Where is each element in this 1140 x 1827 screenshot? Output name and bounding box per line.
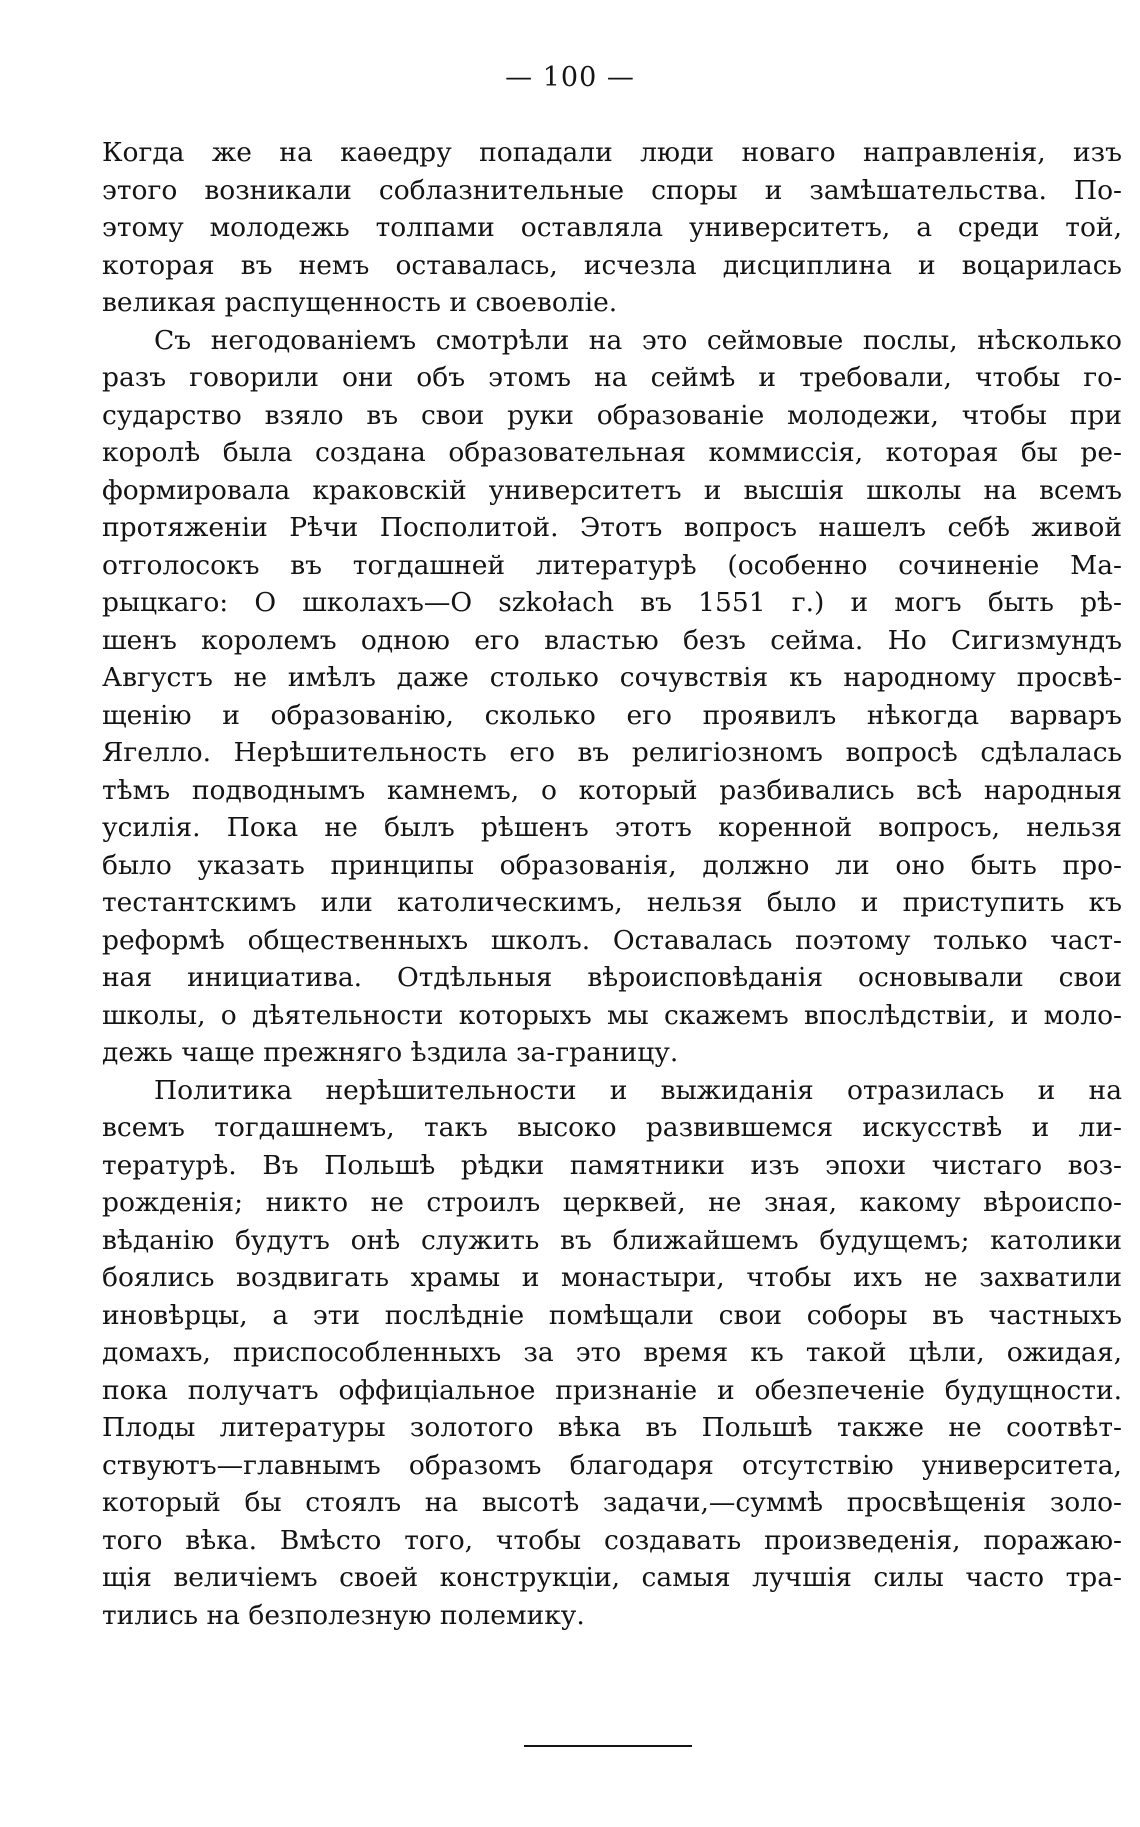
- text-line: было указать принципы образованія, должно ли оно быть про-: [102, 849, 1122, 881]
- text-line: Политика нерѣшительности и выжиданія отразилась и на: [154, 1074, 1122, 1106]
- text-line: Августъ не имѣлъ даже столько сочувствія къ народному просвѣ-: [102, 662, 1122, 693]
- text-line: ная инициатива. Отдѣльныя вѣроисповѣданія основывали свои: [102, 962, 1122, 993]
- text-line: усилія. Пока не былъ рѣшенъ этотъ коренной вопросъ, нельзя: [102, 812, 1122, 843]
- text-line: рыцкаго: О школахъ—O szkołach въ 1551 г.) и могъ быть рѣ-: [102, 587, 1122, 618]
- text-line: разъ говорили они объ этомъ на сеймѣ и требовали, чтобы го-: [102, 362, 1122, 393]
- text-line: шенъ королемъ одною его властью безъ сейма. Но Сигизмундъ: [102, 624, 1122, 656]
- text-line: рожденія; никто не строилъ церквей, не зная, какому вѣроиспо-: [102, 1187, 1122, 1218]
- text-line: королѣ была создана образовательная коммиссія, которая бы ре-: [102, 437, 1122, 468]
- text-line: боялись воздвигать храмы и монастыри, чтобы ихъ не захватили: [102, 1262, 1122, 1293]
- text-line: формировала краковскій университетъ и высшія школы на всемъ: [102, 474, 1122, 506]
- text-line: Съ негодованіемъ смотрѣли на это сеймовые послы, нѣсколько: [154, 324, 1122, 356]
- text-line: отголосокъ въ тогдашней литературѣ (особенно сочиненіе Ма-: [102, 549, 1122, 581]
- text-line: сударство взяло въ свои руки образованіе молодежи, чтобы при: [102, 399, 1122, 431]
- text-line: иновѣрцы, а эти послѣдніе помѣщали свои соборы въ частныхъ: [102, 1299, 1122, 1331]
- text-line: Плоды литературы золотого вѣка въ Польшѣ также не соотвѣт-: [102, 1412, 1122, 1443]
- text-line: Когда же на каѳедру попадали люди новаго направленія, изъ: [102, 137, 1122, 168]
- text-line: тились на безполезную полемику.: [102, 1599, 585, 1631]
- text-line: школы, о дѣятельности которыхъ мы скажемъ впослѣдствіи, и моло-: [102, 999, 1122, 1031]
- text-line: который бы стоялъ на высотѣ задачи,—суммѣ просвѣщенія золо-: [102, 1487, 1122, 1518]
- text-line: щія величіемъ своей конструкціи, самыя лучшія силы часто тра-: [102, 1562, 1122, 1593]
- text-line: ствуютъ—главнымъ образомъ благодаря отсутствію университета,: [102, 1449, 1122, 1481]
- text-line: этому молодежь толпами оставляла университетъ, а среди той,: [102, 212, 1122, 243]
- text-line: которая въ немъ оставалась, исчезла дисциплина и воцарилась: [102, 249, 1122, 281]
- text-line: Ягелло. Нерѣшительность его въ религіозномъ вопросѣ сдѣлалась: [102, 737, 1122, 768]
- text-line: тературѣ. Въ Польшѣ рѣдки памятники изъ эпохи чистаго воз-: [102, 1149, 1122, 1181]
- text-line: великая распущенность и своеволіе.: [102, 287, 618, 318]
- text-line: тестантскимъ или католическимъ, нельзя было и приступить къ: [102, 887, 1122, 918]
- text-line: реформѣ общественныхъ школъ. Оставалась поэтому только част-: [102, 924, 1122, 956]
- text-line: протяженіи Рѣчи Посполитой. Этотъ вопросъ нашелъ себѣ живой: [102, 512, 1122, 543]
- text-line: всемъ тогдашнемъ, такъ высоко развившемся искусствѣ и ли-: [102, 1112, 1122, 1143]
- section-divider: [524, 1745, 692, 1747]
- text-line: тѣмъ подводнымъ камнемъ, о который разбивались всѣ народныя: [102, 774, 1122, 806]
- text-line: пока получатъ оффиціальное признаніе и обезпеченіе будущности.: [102, 1374, 1122, 1406]
- body-text: [102, 134, 1122, 1634]
- text-line: щенію и образованію, сколько его проявилъ нѣкогда варваръ: [102, 699, 1122, 731]
- text-line: дежь чаще прежняго ѣздила за-границу.: [102, 1037, 679, 1068]
- text-line: того вѣка. Вмѣсто того, чтобы создавать произведенія, поражаю-: [102, 1524, 1122, 1556]
- text-line: этого возникали соблазнительные споры и замѣшательства. По-: [102, 174, 1122, 206]
- text-line: домахъ, приспособленныхъ за это время къ такой цѣли, ожидая,: [102, 1337, 1122, 1368]
- text-line: вѣданію будутъ онѣ служить въ ближайшемъ будущемъ; католики: [102, 1224, 1122, 1256]
- page-number: — 100 —: [505, 62, 635, 93]
